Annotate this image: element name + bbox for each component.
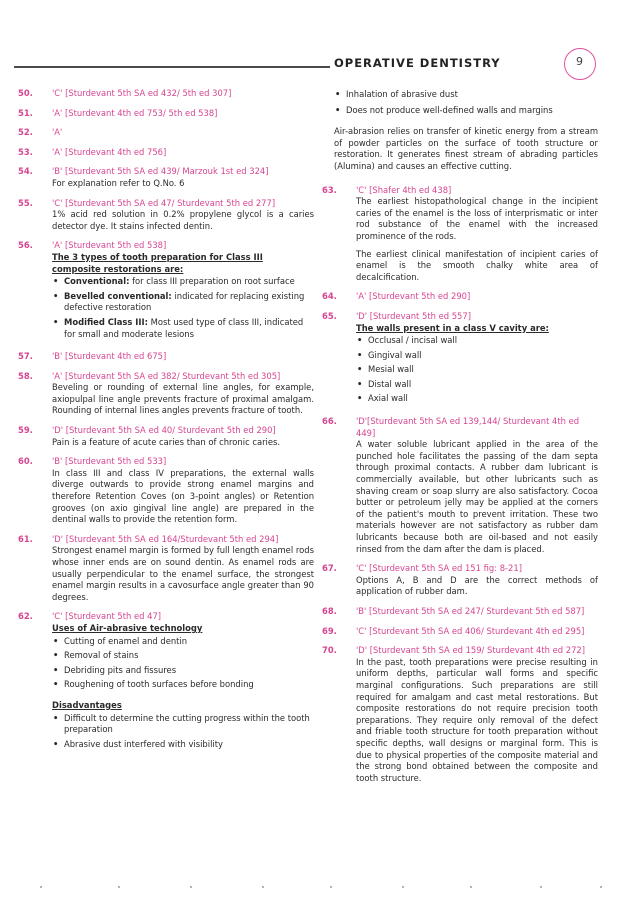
answer-57: [18, 351, 314, 363]
continuation-block: [322, 89, 598, 173]
list-item: • Conventional: for class III preparation on root surface: [52, 276, 314, 288]
question-number: 62.: [18, 611, 33, 622]
question-number: 69.: [322, 625, 337, 636]
list-item: • Axial wall: [356, 393, 598, 405]
question-number: 70.: [322, 645, 337, 656]
page-title: OPERATIVE DENTISTRY: [330, 56, 580, 74]
answer-reference: 'D'[Sturdevant 5th SA ed 139,144/ Sturdevant 4th ed 449]: [356, 416, 580, 438]
list-item: • Removal of stains: [52, 650, 314, 662]
question-number: 58.: [18, 370, 33, 381]
answer-64: [322, 291, 598, 303]
bullet-list: [356, 335, 598, 405]
answer-65: [322, 311, 598, 408]
answer-70: [322, 645, 598, 784]
question-number: 53.: [18, 146, 33, 157]
answer-reference: 'B' [Sturdevant 4th ed 675]: [52, 351, 167, 362]
subheading: Uses of Air-abrasive technology: [52, 622, 203, 633]
explanation-text: The earliest clinical manifestation of incipient caries of enamel is the smooth chalky white area of decalcification.: [356, 248, 598, 282]
answer-68: [322, 606, 598, 618]
explanation-text: Beveling or rounding of external line angles, for example, axiopulpal line angle prevents fracture of proximal amalgam. Rounding of internal lines angles prevents fracture of tooth.: [52, 382, 314, 416]
explanation-text: Options A, B and D are the correct methods of application of rubber dam.: [356, 574, 598, 597]
question-number: 66.: [322, 416, 337, 427]
question-number: 67.: [322, 563, 337, 574]
list-item: • Abrasive dust interfered with visibility: [52, 739, 314, 751]
list-item: • Debriding pits and fissures: [52, 665, 314, 677]
answer-63: [322, 185, 598, 284]
subheading: The walls present in a class V cavity are:: [356, 322, 549, 333]
explanation-text: Strongest enamel margin is formed by full length enamel rods whose inner ends are on sound dentin. As enamel rods are usually perpendicular to the enamel surface, the strongest enamel margin results in a cavosurface angle greater than 90 degrees.: [52, 545, 314, 602]
question-number: 61.: [18, 533, 33, 544]
bullet-list: [52, 276, 314, 340]
list-item: • Roughening of tooth surfaces before bonding: [52, 679, 314, 691]
list-item: • Mesial wall: [356, 364, 598, 376]
left-column: [18, 88, 314, 761]
answer-reference: 'D' [Sturdevant 5th SA ed 164/Sturdevant 5th ed 294]: [52, 533, 279, 544]
explanation-text: Pain is a feature of acute caries than of chronic caries.: [52, 436, 281, 447]
question-number: 60.: [18, 456, 33, 467]
answer-50: [18, 88, 314, 100]
question-number: 68.: [322, 605, 337, 616]
list-item: • Bevelled conventional: indicated for replacing existing defective restoration: [52, 291, 314, 314]
explanation-text: 1% acid red solution in 0.2% propylene glycol is a caries detector dye. It stains infected dentin.: [52, 209, 314, 231]
list-item: • Gingival wall: [356, 350, 598, 362]
answer-reference: 'C' [Sturdevant 5th SA ed 432/ 5th ed 307]: [52, 88, 232, 98]
answer-reference: 'A' [Sturdevant 5th SA ed 382/ Sturdevant 5th ed 305]: [52, 370, 281, 381]
right-column: [322, 88, 598, 792]
answer-reference: 'A' [Sturdevant 4th ed 756]: [52, 146, 167, 157]
question-number: 65.: [322, 310, 337, 321]
list-item: • Does not produce well-defined walls and margins: [334, 105, 598, 117]
answer-51: [18, 108, 314, 120]
footer-dots: [0, 886, 638, 896]
explanation-text: Air-abrasion relies on transfer of kinetic energy from a stream of powder particles on the surface of tooth structure or restoration. It generates finest stream of abrading particles (Alumina) and causes an effective cutting.: [334, 126, 598, 171]
question-number: 56.: [18, 240, 33, 251]
list-item: • Cutting of enamel and dentin: [52, 636, 314, 648]
answer-53: [18, 147, 314, 159]
list-item: • Modified Class III: Most used type of class III, indicated for small and moderate lesions: [52, 317, 314, 340]
question-number: 50.: [18, 88, 33, 98]
list-item: • Occlusal / incisal wall: [356, 335, 598, 347]
question-number: 63.: [322, 184, 337, 195]
explanation-text: The earliest histopathological change in the incipient caries of the enamel is the loss of interprismatic or inter rod substance of the enamel with the increased prominence of the rods.: [356, 196, 598, 241]
answer-reference: 'A' [Sturdevant 5th ed 290]: [356, 291, 471, 302]
answer-reference: 'C' [Sturdevant 5th SA ed 47/ Sturdevant 5th ed 277]: [52, 197, 276, 208]
answer-60: [18, 456, 314, 526]
answer-62: [18, 611, 314, 753]
answer-reference: 'B' [Sturdevant 5th SA ed 439/ Marzouk 1st ed 324]: [52, 166, 269, 177]
answer-reference: 'B' [Sturdevant 5th ed 533]: [52, 456, 167, 467]
subheading: The 3 types of tooth preparation for Class III composite restorations are:: [52, 251, 263, 274]
question-number: 55.: [18, 197, 33, 208]
list-item: • Inhalation of abrasive dust: [334, 89, 598, 101]
bullet-list: [334, 89, 598, 116]
bullet-list: [52, 636, 314, 691]
question-number: 52.: [18, 127, 33, 138]
page-number-badge: [564, 48, 596, 80]
page-number: 9: [576, 55, 583, 68]
answer-reference: 'B' [Sturdevant 5th SA ed 247/ Sturdevant 5th ed 587]: [356, 605, 585, 616]
answer-56: [18, 240, 314, 343]
explanation-text: A water soluble lubricant applied in the area of the punched hole facilitates the passing of the dam septa through proximal contacts. A rubber dam lubricant is commercially available, but other lubricants such as shaving cream or soap slurry are also satisfactory. Cocoa butter or petroleum jelly may be applied at the corners of the patient's mouth to prevent irritation. These two materials however are not satisfactory as rubber dam lubricants because both are oil-based and not easily rinsed from the dam after the dam is placed.: [356, 439, 598, 554]
list-item: • Difficult to determine the cutting progress within the tooth preparation: [52, 713, 314, 736]
question-number: 59.: [18, 425, 33, 436]
answer-66: [322, 416, 598, 555]
subheading: Disadvantages: [52, 699, 122, 710]
bullet-list: [52, 713, 314, 751]
explanation-text: For explanation refer to Q.No. 6: [52, 177, 185, 188]
question-number: 54.: [18, 166, 33, 177]
question-number: 64.: [322, 291, 337, 302]
answer-58: [18, 371, 314, 417]
answer-reference: 'C' [Sturdevant 5th ed 47]: [52, 611, 162, 622]
answer-reference: 'C' [Shafer 4th ed 438]: [356, 184, 452, 195]
answer-reference: 'D' [Sturdevant 5th SA ed 159/ Sturdevant 4th ed 272]: [356, 645, 586, 656]
answer-61: [18, 534, 314, 604]
answer-67: [322, 563, 598, 598]
answer-54: [18, 166, 314, 189]
answer-reference: 'D' [Sturdevant 5th ed 557]: [356, 310, 471, 321]
answer-59: [18, 425, 314, 448]
answer-52: [18, 127, 314, 139]
answer-reference: 'A' [Sturdevant 4th ed 753/ 5th ed 538]: [52, 107, 218, 118]
answer-69: [322, 626, 598, 638]
explanation-text: In the past, tooth preparations were precise resulting in uniform depths, particular wall forms and specific marginal configurations. Such preparations are still required for amalgam and cast metal restorations. But composite restorations do not require precision tooth preparations. They require only removal of the defect and friable tooth structure for tooth preparation without specific depths, wall designs or marginal form. This is due to physical properties of the composite material and the strong bond obtained between the composite and tooth structure.: [356, 656, 598, 783]
answer-55: [18, 198, 314, 233]
answer-reference: 'A' [Sturdevant 5th ed 538]: [52, 240, 167, 251]
explanation-text: In class III and class IV preparations, the external walls diverge outwards to provide strong enamel margins and therefore Retention Coves (on 3-point angles) or Retention grooves (on axio gingival line angle) are prepared in the dentinal walls to provide the retention form.: [52, 467, 314, 525]
answer-reference: 'A': [52, 127, 63, 138]
question-number: 51.: [18, 107, 33, 118]
answer-reference: 'C' [Sturdevant 5th SA ed 406/ Sturdevant 4th ed 295]: [356, 625, 585, 636]
list-item: • Distal wall: [356, 379, 598, 391]
answer-reference: 'D' [Sturdevant 5th SA ed 40/ Sturdevant 5th ed 290]: [52, 425, 276, 436]
answer-reference: 'C' [Sturdevant 5th SA ed 151 fig: 8-21]: [356, 563, 522, 574]
question-number: 57.: [18, 351, 33, 362]
